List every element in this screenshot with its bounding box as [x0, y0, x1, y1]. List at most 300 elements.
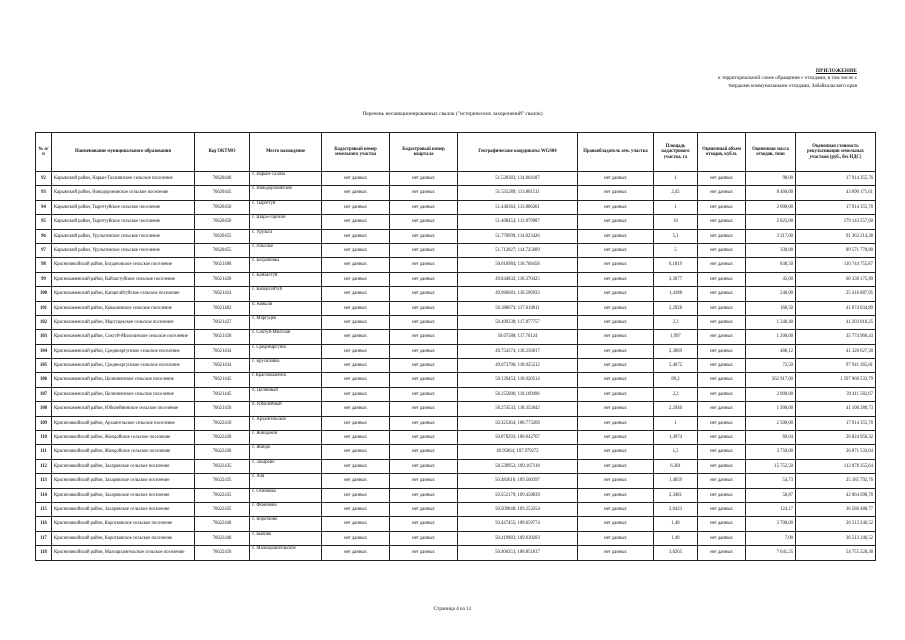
location-cell: с. Аля — [250, 474, 322, 488]
table-row — [36, 330, 876, 344]
volume-cell: нет данных — [698, 272, 746, 286]
header-coordinates: Географические координаты WGS84 — [458, 133, 578, 172]
cost-cell: 110 744 755,87 — [796, 258, 876, 272]
municipality-cell: Красночикойский район, Захаровское сельское поселение — [52, 502, 195, 516]
cost-cell: 1 597 960 533,79 — [796, 373, 876, 387]
municipality-cell: Краснокаменский район, Соктуй-Милозанское сельское поселение — [52, 330, 195, 344]
municipality-cell: Краснокаменский район, Целинненское сельское поселение — [52, 387, 195, 401]
header-volume: Оценочный объем отходов, куб.м. — [698, 133, 746, 172]
municipality-cell: Красночикойский район, Коротковское сельское поселение — [52, 517, 195, 531]
cadastral-land-cell: нет данных — [322, 387, 390, 401]
row-number: 92 — [36, 172, 52, 186]
oktmo-cell: 76620455 — [195, 229, 250, 243]
oktmo-cell: 76622435 — [195, 474, 250, 488]
cadastral-land-cell: нет данных — [322, 445, 390, 459]
row-number: 111 — [36, 445, 52, 459]
location-cell: с. Брусиловка — [250, 359, 322, 373]
row-number: 118 — [36, 546, 52, 560]
location-cell: с. Маргуцек — [250, 315, 322, 329]
location-cell: с. Фомичёво — [250, 502, 322, 516]
owner-cell: нет данных — [578, 315, 654, 329]
volume-cell: нет данных — [698, 502, 746, 516]
location-cell: с. Урульга — [250, 229, 322, 243]
location-cell: с. Среднеаргунск — [250, 344, 322, 358]
coordinates-cell: 49.844832; 118.370425 — [458, 272, 578, 286]
oktmo-cell: 76621408 — [195, 258, 250, 272]
table-row — [36, 416, 876, 430]
cost-cell: 41 326 627,30 — [796, 344, 876, 358]
volume-cell: нет данных — [698, 474, 746, 488]
coordinates-cell: 50.325364; 108.773209 — [458, 416, 578, 430]
coordinates-cell: 50.078293; 108.042767 — [458, 431, 578, 445]
oktmo-cell: 76620440 — [195, 172, 250, 186]
mass-cell: 246,00 — [746, 287, 796, 301]
cadastral-land-cell: нет данных — [322, 502, 390, 516]
row-number: 113 — [36, 474, 52, 488]
cost-cell: 60 330 175,89 — [796, 272, 876, 286]
mass-cell: 3 700,00 — [746, 517, 796, 531]
mass-cell: 330,00 — [746, 243, 796, 257]
cost-cell: 17 914 355,76 — [796, 172, 876, 186]
appendix-block — [617, 68, 857, 90]
oktmo-cell: 76621450 — [195, 402, 250, 416]
mass-cell: 15 752,50 — [746, 459, 796, 473]
oktmo-cell: 76621434 — [195, 344, 250, 358]
cost-cell: 26 513 246,52 — [796, 517, 876, 531]
table-row — [36, 172, 876, 186]
cadastral-block-cell: нет данных — [390, 258, 458, 272]
area-cell: 89,2 — [654, 373, 698, 387]
cadastral-land-cell: нет данных — [322, 531, 390, 545]
mass-cell: 2 000,00 — [746, 387, 796, 401]
row-number: 94 — [36, 200, 52, 214]
location-cell: с. Шара-Горохон — [250, 215, 322, 229]
oktmo-cell: 76622435 — [195, 459, 250, 473]
table-row — [36, 229, 876, 243]
cost-cell: 35 774 968,43 — [796, 330, 876, 344]
mass-cell: 1 200,00 — [746, 330, 796, 344]
oktmo-cell: 76622450 — [195, 546, 250, 560]
header-municipality: Наименование муниципального образования — [52, 133, 195, 172]
table-row — [36, 387, 876, 401]
row-number: 98 — [36, 258, 52, 272]
area-cell: 1,48 — [654, 517, 698, 531]
cost-cell: 25 416 887,95 — [796, 287, 876, 301]
cadastral-land-cell: нет данных — [322, 431, 390, 445]
cadastral-block-cell: нет данных — [390, 172, 458, 186]
cadastral-land-cell: нет данных — [322, 488, 390, 502]
table-row — [36, 344, 876, 358]
municipality-cell: Красночикойский район, Жиндойское сельское поселение — [52, 445, 195, 459]
cost-cell: 112 878 355,64 — [796, 459, 876, 473]
row-number: 106 — [36, 373, 52, 387]
owner-cell: нет данных — [578, 531, 654, 545]
header-area: Площадь кадастрового участка, га — [654, 133, 698, 172]
area-cell: 10 — [654, 215, 698, 229]
row-number: 112 — [36, 459, 52, 473]
coordinates-cell: 50.406353; 108.851817 — [458, 546, 578, 560]
municipality-cell: Красночикойский район, Богдановское сельское поселение — [52, 258, 195, 272]
mass-cell: 488,12 — [746, 344, 796, 358]
volume-cell: нет данных — [698, 402, 746, 416]
owner-cell: нет данных — [578, 272, 654, 286]
volume-cell: нет данных — [698, 243, 746, 257]
row-number: 96 — [36, 229, 52, 243]
cadastral-land-cell: нет данных — [322, 243, 390, 257]
header-cost: Оценочная стоимость рекультивации земельных участков (руб., без НДС) — [796, 133, 876, 172]
row-number: 117 — [36, 531, 52, 545]
cadastral-land-cell: нет данных — [322, 315, 390, 329]
coordinates-cell: 50.409238; 117.877757 — [458, 315, 578, 329]
mass-cell: 7,00 — [746, 531, 796, 545]
page-footer: Страница 4 из 12 — [433, 606, 472, 612]
cadastral-block-cell: нет данных — [390, 229, 458, 243]
oktmo-cell: 76620450 — [195, 215, 250, 229]
header-mass: Оценочная масса отходов, тонн — [746, 133, 796, 172]
table-row — [36, 301, 876, 315]
area-cell: 1,48 — [654, 531, 698, 545]
volume-cell: нет данных — [698, 172, 746, 186]
location-cell: с. Захарово — [250, 459, 322, 473]
cadastral-block-cell: нет данных — [390, 546, 458, 560]
oktmo-cell: 76621427 — [195, 315, 250, 329]
location-cell: с. Коротково — [250, 517, 322, 531]
area-cell: 2,0423 — [654, 502, 698, 516]
cadastral-block-cell: нет данных — [390, 474, 458, 488]
cost-cell: 17 914 355,76 — [796, 416, 876, 430]
coordinates-cell: 50.483616; 109.560397 — [458, 474, 578, 488]
area-cell: 2,2928 — [654, 301, 698, 315]
area-cell: 2,3481 — [654, 488, 698, 502]
location-cell: с. Богдановка — [250, 258, 322, 272]
owner-cell: нет данных — [578, 301, 654, 315]
municipality-cell: Красночикойский район, Архангельское сельское поселение — [52, 416, 195, 430]
table-row — [36, 517, 876, 531]
row-number: 97 — [36, 243, 52, 257]
oktmo-cell: 76621445 — [195, 373, 250, 387]
table-row — [36, 272, 876, 286]
cadastral-block-cell: нет данных — [390, 200, 458, 214]
municipality-cell: Карымский район, Тыргетуйское сельское поселение — [52, 215, 195, 229]
mass-cell: 1 340,40 — [746, 315, 796, 329]
area-cell: 3,3677 — [654, 272, 698, 286]
cost-cell: 17 914 355,76 — [796, 200, 876, 214]
location-cell: с. Кайластуй — [250, 272, 322, 286]
owner-cell: нет данных — [578, 373, 654, 387]
owner-cell: нет данных — [578, 488, 654, 502]
mass-cell: 45,00 — [746, 272, 796, 286]
coordinates-cell: 50.509648; 109.253254 — [458, 502, 578, 516]
mass-cell: 168,50 — [746, 301, 796, 315]
cadastral-land-cell: нет данных — [322, 459, 390, 473]
municipality-cell: Краснокаменский район, Целинненское сельское поселение — [52, 373, 195, 387]
location-cell: п. Целинный — [250, 387, 322, 401]
row-number: 101 — [36, 301, 52, 315]
municipality-cell: Краснокаменский район, Ковылинское сельское поселение — [52, 301, 195, 315]
header-number: № п/п — [36, 133, 52, 172]
table-row — [36, 546, 876, 560]
owner-cell: нет данных — [578, 172, 654, 186]
cost-cell: 26 871 533,64 — [796, 445, 876, 459]
owner-cell: нет данных — [578, 287, 654, 301]
volume-cell: нет данных — [698, 416, 746, 430]
volume-cell: нет данных — [698, 229, 746, 243]
area-cell: 1 — [654, 172, 698, 186]
owner-cell: нет данных — [578, 431, 654, 445]
owner-cell: нет данных — [578, 387, 654, 401]
location-cell: с. Соктуй-Милозан — [250, 330, 322, 344]
municipality-cell: Краснокаменский район, Кайластуйское сельское поселение — [52, 272, 195, 286]
header-cadastral-land: Кадастровый номер земельного участка — [322, 133, 390, 172]
cost-cell: 36 586 488,77 — [796, 502, 876, 516]
municipality-cell: Краснокаменский район, Капцегайтуйское сельское поселение — [52, 287, 195, 301]
area-cell: 2,2 — [654, 387, 698, 401]
mass-cell: 72,50 — [746, 359, 796, 373]
location-cell: с. Пльолье — [250, 243, 322, 257]
coordinates-cell: 49.95064; 107.979272 — [458, 445, 578, 459]
coordinates-cell: 51.712827; 114.725609 — [458, 243, 578, 257]
oktmo-cell: 76621445 — [195, 387, 250, 401]
volume-cell: нет данных — [698, 445, 746, 459]
area-cell: 1,4974 — [654, 431, 698, 445]
cadastral-land-cell: нет данных — [322, 301, 390, 315]
mass-cell: 69,04 — [746, 431, 796, 445]
oktmo-cell: 76622430 — [195, 431, 250, 445]
owner-cell: нет данных — [578, 445, 654, 459]
cadastral-block-cell: нет данных — [390, 287, 458, 301]
oktmo-cell: 76622410 — [195, 416, 250, 430]
volume-cell: нет данных — [698, 546, 746, 560]
row-number: 100 — [36, 287, 52, 301]
volume-cell: нет данных — [698, 258, 746, 272]
table-row — [36, 215, 876, 229]
area-cell: 1,5 — [654, 445, 698, 459]
location-cell: с. Тыргетуй — [250, 200, 322, 214]
cadastral-land-cell: нет данных — [322, 373, 390, 387]
table-row — [36, 488, 876, 502]
row-number: 104 — [36, 344, 52, 358]
cost-cell: 41 106 280,73 — [796, 402, 876, 416]
coordinates-cell: 50.552179; 109.450839 — [458, 488, 578, 502]
mass-cell: 3 317,00 — [746, 229, 796, 243]
volume-cell: нет данных — [698, 186, 746, 200]
oktmo-cell: 76622430 — [195, 445, 250, 459]
row-number: 116 — [36, 517, 52, 531]
cadastral-land-cell: нет данных — [322, 186, 390, 200]
mass-cell: 1 300,00 — [746, 402, 796, 416]
municipality-cell: Краснокаменский район, Среднеаргунское сельское поселение — [52, 344, 195, 358]
volume-cell: нет данных — [698, 215, 746, 229]
oktmo-cell: 76622435 — [195, 502, 250, 516]
cost-cell: 41 074 034,89 — [796, 301, 876, 315]
volume-cell: нет данных — [698, 287, 746, 301]
area-cell: 2,3069 — [654, 344, 698, 358]
location-cell: с. Жиндокон — [250, 431, 322, 445]
owner-cell: нет данных — [578, 546, 654, 560]
cadastral-block-cell: нет данных — [390, 387, 458, 401]
mass-cell: 562 917,00 — [746, 373, 796, 387]
owner-cell: нет данных — [578, 330, 654, 344]
municipality-cell: Краснокаменский район, Маргуцекское сельское поселение — [52, 315, 195, 329]
coordinates-cell: 51.408453; 113.879987 — [458, 215, 578, 229]
row-number: 108 — [36, 402, 52, 416]
oktmo-cell: 76620450 — [195, 200, 250, 214]
landfill-table — [35, 132, 876, 561]
cadastral-block-cell: нет данных — [390, 402, 458, 416]
municipality-cell: Карымский район, Нарын-Талачинское сельское поселение — [52, 172, 195, 186]
volume-cell: нет данных — [698, 431, 746, 445]
mass-cell: 8 460,00 — [746, 186, 796, 200]
area-cell: 1 — [654, 200, 698, 214]
oktmo-cell: 76621402 — [195, 301, 250, 315]
coordinates-cell: 50.539952; 109.167118 — [458, 459, 578, 473]
oktmo-cell: 76622435 — [195, 488, 250, 502]
cost-cell: 43 890 171,61 — [796, 186, 876, 200]
municipality-cell: Краснокаменский район, Юбилейнинское сельское поселение — [52, 402, 195, 416]
coordinates-cell: 49.673796; 118.025512 — [458, 359, 578, 373]
coordinates-cell: 49.754374; 118.256817 — [458, 344, 578, 358]
mass-cell: 838,50 — [746, 258, 796, 272]
area-cell: 3,0265 — [654, 546, 698, 560]
location-cell: с. Быково — [250, 531, 322, 545]
cadastral-land-cell: нет данных — [322, 200, 390, 214]
table-row — [36, 186, 876, 200]
municipality-cell: Красночикойский район, Захаровское сельское поселение — [52, 459, 195, 473]
cadastral-land-cell: нет данных — [322, 416, 390, 430]
table-row — [36, 502, 876, 516]
cadastral-block-cell: нет данных — [390, 502, 458, 516]
cost-cell: 179 143 557,60 — [796, 215, 876, 229]
volume-cell: нет данных — [698, 344, 746, 358]
cadastral-land-cell: нет данных — [322, 546, 390, 560]
appendix-title: ПРИЛОЖЕНИЕ — [815, 68, 857, 74]
municipality-cell: Карымский район, Урульгинское сельское поселение — [52, 243, 195, 257]
municipality-cell: Карымский район, Тыргетуйское сельское поселение — [52, 200, 195, 214]
cadastral-land-cell: нет данных — [322, 402, 390, 416]
row-number: 109 — [36, 416, 52, 430]
volume-cell: нет данных — [698, 200, 746, 214]
table-row — [36, 359, 876, 373]
volume-cell: нет данных — [698, 459, 746, 473]
location-cell: с. Малоархангельское — [250, 546, 322, 560]
cadastral-land-cell: нет данных — [322, 172, 390, 186]
mass-cell: 2 500,00 — [746, 416, 796, 430]
coordinates-cell: 50.388073; 117.610011 — [458, 301, 578, 315]
row-number: 105 — [36, 359, 52, 373]
volume-cell: нет данных — [698, 359, 746, 373]
area-cell: 2,2946 — [654, 402, 698, 416]
cost-cell: 54 755 228,38 — [796, 546, 876, 560]
coordinates-cell: 51.770099; 114.023426 — [458, 229, 578, 243]
header-oktmo: Код ОКТМО — [195, 133, 250, 172]
area-cell: 5,4672 — [654, 359, 698, 373]
cadastral-block-cell: нет данных — [390, 301, 458, 315]
area-cell: 6,1819 — [654, 258, 698, 272]
location-cell: п. Юбилейный — [250, 402, 322, 416]
table-header-row — [36, 133, 876, 172]
owner-cell: нет данных — [578, 459, 654, 473]
area-cell: 1 — [654, 416, 698, 430]
cadastral-block-cell: нет данных — [390, 373, 458, 387]
owner-cell: нет данных — [578, 359, 654, 373]
cadastral-block-cell: нет данных — [390, 416, 458, 430]
row-number: 102 — [36, 315, 52, 329]
cadastral-land-cell: нет данных — [322, 517, 390, 531]
cost-cell: 26 824 956,32 — [796, 431, 876, 445]
volume-cell: нет данных — [698, 330, 746, 344]
location-cell: г. Краснокаменск — [250, 373, 322, 387]
cadastral-block-cell: нет данных — [390, 431, 458, 445]
municipality-cell: Карымский район, Новодоронинское сельское поселение — [52, 186, 195, 200]
oktmo-cell: 76621420 — [195, 272, 250, 286]
mass-cell: 124,17 — [746, 502, 796, 516]
municipality-cell: Красночикойский район, Коротковское сельское поселение — [52, 531, 195, 545]
coordinates-cell: 50.447455; 108.659774 — [458, 517, 578, 531]
appendix-line: к территориальной схеме обращения с отходами, в том числе с — [718, 75, 857, 82]
cadastral-block-cell: нет данных — [390, 330, 458, 344]
coordinates-cell: 50.07588; 117.76124 — [458, 330, 578, 344]
owner-cell: нет данных — [578, 215, 654, 229]
municipality-cell: Карымский район, Урульгинское сельское поселение — [52, 229, 195, 243]
municipality-cell: Краснокаменский район, Среднеаргунское сельское поселение — [52, 359, 195, 373]
cadastral-land-cell: нет данных — [322, 474, 390, 488]
cost-cell: 97 941 365,81 — [796, 359, 876, 373]
header-owner: Правообладатель зем. участка — [578, 133, 654, 172]
table-row — [36, 243, 876, 257]
location-cell: с. Осиновка — [250, 488, 322, 502]
location-cell: с. Архангельское — [250, 416, 322, 430]
oktmo-cell: 76620445 — [195, 186, 250, 200]
mass-cell: 58,87 — [746, 488, 796, 502]
table-row — [36, 445, 876, 459]
table-body — [36, 172, 876, 561]
location-cell: с. Нарын-Талача — [250, 172, 322, 186]
row-number: 103 — [36, 330, 52, 344]
municipality-cell: Красночикойский район, Захаровское сельское поселение — [52, 474, 195, 488]
owner-cell: нет данных — [578, 258, 654, 272]
owner-cell: нет данных — [578, 200, 654, 214]
cadastral-block-cell: нет данных — [390, 517, 458, 531]
owner-cell: нет данных — [578, 243, 654, 257]
table-row — [36, 258, 876, 272]
row-number: 107 — [36, 387, 52, 401]
volume-cell: нет данных — [698, 373, 746, 387]
cost-cell: 39 411 582,67 — [796, 387, 876, 401]
coordinates-cell: 50.255006; 118.109496 — [458, 387, 578, 401]
area-cell: 1,4188 — [654, 287, 698, 301]
area-cell: 2,45 — [654, 186, 698, 200]
table-row — [36, 459, 876, 473]
table-row — [36, 373, 876, 387]
cadastral-land-cell: нет данных — [322, 229, 390, 243]
municipality-cell: Красночикойский район, Жиндойское сельское поселение — [52, 431, 195, 445]
cadastral-land-cell: нет данных — [322, 215, 390, 229]
cost-cell: 42 064 698,76 — [796, 488, 876, 502]
table-row — [36, 200, 876, 214]
cadastral-block-cell: нет данных — [390, 531, 458, 545]
owner-cell: нет данных — [578, 229, 654, 243]
mass-cell: 2 000,00 — [746, 200, 796, 214]
cadastral-block-cell: нет данных — [390, 445, 458, 459]
table-row — [36, 287, 876, 301]
municipality-cell: Красночикойский район, Захаровское сельское поселение — [52, 488, 195, 502]
volume-cell: нет данных — [698, 301, 746, 315]
mass-cell: 98,00 — [746, 172, 796, 186]
volume-cell: нет данных — [698, 387, 746, 401]
volume-cell: нет данных — [698, 517, 746, 531]
oktmo-cell: 76621430 — [195, 330, 250, 344]
cost-cell: 89 571 778,80 — [796, 243, 876, 257]
